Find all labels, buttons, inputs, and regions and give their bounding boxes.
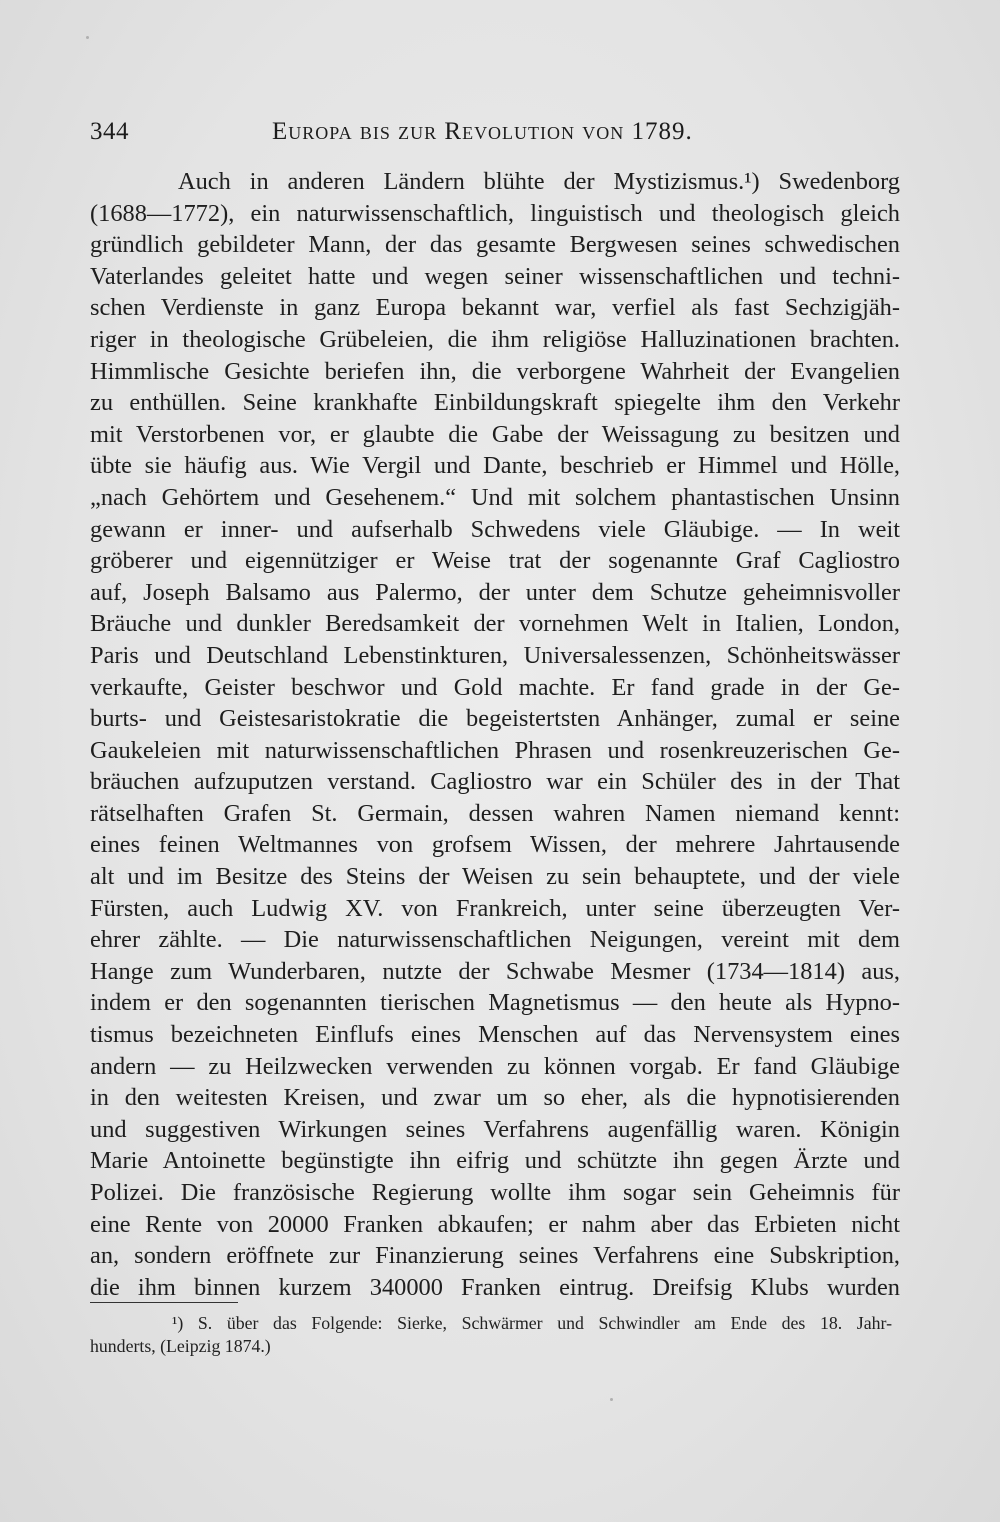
text-line: eines feinen Weltmannes von grofsem Wissen, der mehrere Jahrtausende: [90, 831, 900, 859]
text-line: „nach Gehörtem und Gesehenem.“ Und mit solchem phantastischen Unsinn: [90, 483, 900, 511]
text-line: auf, Joseph Balsamo aus Palermo, der unter dem Schutze geheimnisvoller: [90, 578, 900, 606]
text-line: eine Rente von 20000 Franken abkaufen; er nahm aber das Erbieten nicht: [90, 1210, 900, 1238]
text-line: Bräuche und dunkler Beredsamkeit der vornehmen Welt in Italien, London,: [90, 610, 900, 638]
footnote-line: hunderts, (Leipzig 1874.): [90, 1336, 271, 1356]
text-line: tismus bezeichneten Einflufs eines Menschen auf das Nervensystem eines: [90, 1021, 900, 1049]
paper-speck: [610, 1398, 613, 1401]
page-number: 344: [90, 118, 129, 145]
paper-speck: [86, 36, 89, 39]
text-line: Auch in anderen Ländern blühte der Mystizismus.¹) Swedenborg: [178, 168, 900, 195]
text-line: ehrer zählte. — Die naturwissenschaftlichen Neigungen, vereint mit dem: [90, 926, 900, 954]
page-header: [90, 118, 910, 158]
text-line: in den weitesten Kreisen, und zwar um so eher, als die hypnotisierenden: [90, 1084, 900, 1112]
text-line: Paris und Deutschland Lebenstinkturen, Universalessenzen, Schönheitswässer: [90, 641, 900, 669]
footnote: [90, 1312, 892, 1358]
text-line: Hange zum Wunderbaren, nutzte der Schwabe Mesmer (1734—1814) aus,: [90, 957, 900, 985]
text-line: bräuchen aufzuputzen verstand. Cagliostro war ein Schüler des in der That: [90, 768, 900, 796]
text-line: (1688—1772), ein naturwissenschaftlich, linguistisch und theologisch gleich: [90, 199, 900, 227]
text-line: gröberer und eigennütziger er Weise trat der sogenannte Graf Cagliostro: [90, 547, 900, 575]
footnote-line: ¹) S. über das Folgende: Sierke, Schwärmer und Schwindler am Ende des 18. Jahr-: [172, 1313, 892, 1333]
text-line: mit Verstorbenen vor, er glaubte die Gabe der Weissagung zu besitzen und: [90, 420, 900, 448]
text-line: Gaukeleien mit naturwissenschaftlichen Phrasen und rosenkreuzerischen Ge-: [90, 736, 900, 764]
text-line: schen Verdienste in ganz Europa bekannt war, verfiel als fast Sechzigjäh-: [90, 294, 900, 322]
running-title: Europa bis zur Revolution von 1789.: [272, 118, 693, 145]
text-line: verkaufte, Geister beschwor und Gold machte. Er fand grade in der Ge-: [90, 673, 900, 701]
text-line: gewann er inner- und aufserhalb Schwedens viele Gläubige. — In weit: [90, 515, 900, 543]
text-line: andern — zu Heilzwecken verwenden zu können vorgab. Er fand Gläubige: [90, 1052, 900, 1080]
text-line: Polizei. Die französische Regierung wollte ihm sogar sein Geheimnis für: [90, 1179, 900, 1206]
text-line: die ihm binnen kurzem 340000 Franken eintrug. Dreifsig Klubs wurden: [90, 1273, 900, 1301]
text-line: riger in theologische Grübeleien, die ihm religiöse Halluzinationen brachten.: [90, 325, 900, 353]
text-line: übte sie häufig aus. Wie Vergil und Dante, beschrieb er Himmel und Hölle,: [90, 452, 900, 480]
text-line: Vaterlandes geleitet hatte und wegen seiner wissenschaftlichen und techni-: [90, 262, 900, 290]
text-line: Himmlische Gesichte beriefen ihn, die verborgene Wahrheit der Evangelien: [90, 357, 900, 385]
text-line: Fürsten, auch Ludwig XV. von Frankreich, unter seine überzeugten Ver-: [90, 894, 900, 922]
text-line: indem er den sogenannten tierischen Magnetismus — den heute als Hypno-: [90, 989, 900, 1017]
text-line: an, sondern eröffnete zur Finanzierung seines Verfahrens eine Subskription,: [90, 1242, 900, 1270]
text-line: burts- und Geistesaristokratie die begeistertsten Anhänger, zumal er seine: [90, 705, 900, 733]
body-text: [90, 166, 900, 1303]
text-line: alt und im Besitze des Steins der Weisen zu sein behauptete, und der viele: [90, 863, 900, 891]
footnote-divider: [90, 1302, 238, 1303]
text-line: Marie Antoinette begünstigte ihn eifrig und schützte ihn gegen Ärzte und: [90, 1147, 900, 1175]
text-line: rätselhaften Grafen St. Germain, dessen wahren Namen niemand kennt:: [90, 799, 900, 827]
text-line: gründlich gebildeter Mann, der das gesamte Bergwesen seines schwedischen: [90, 231, 900, 259]
text-line: zu enthüllen. Seine krankhafte Einbildungskraft spiegelte ihm den Verkehr: [90, 389, 900, 417]
text-line: und suggestiven Wirkungen seines Verfahrens augenfällig waren. Königin: [90, 1115, 900, 1143]
